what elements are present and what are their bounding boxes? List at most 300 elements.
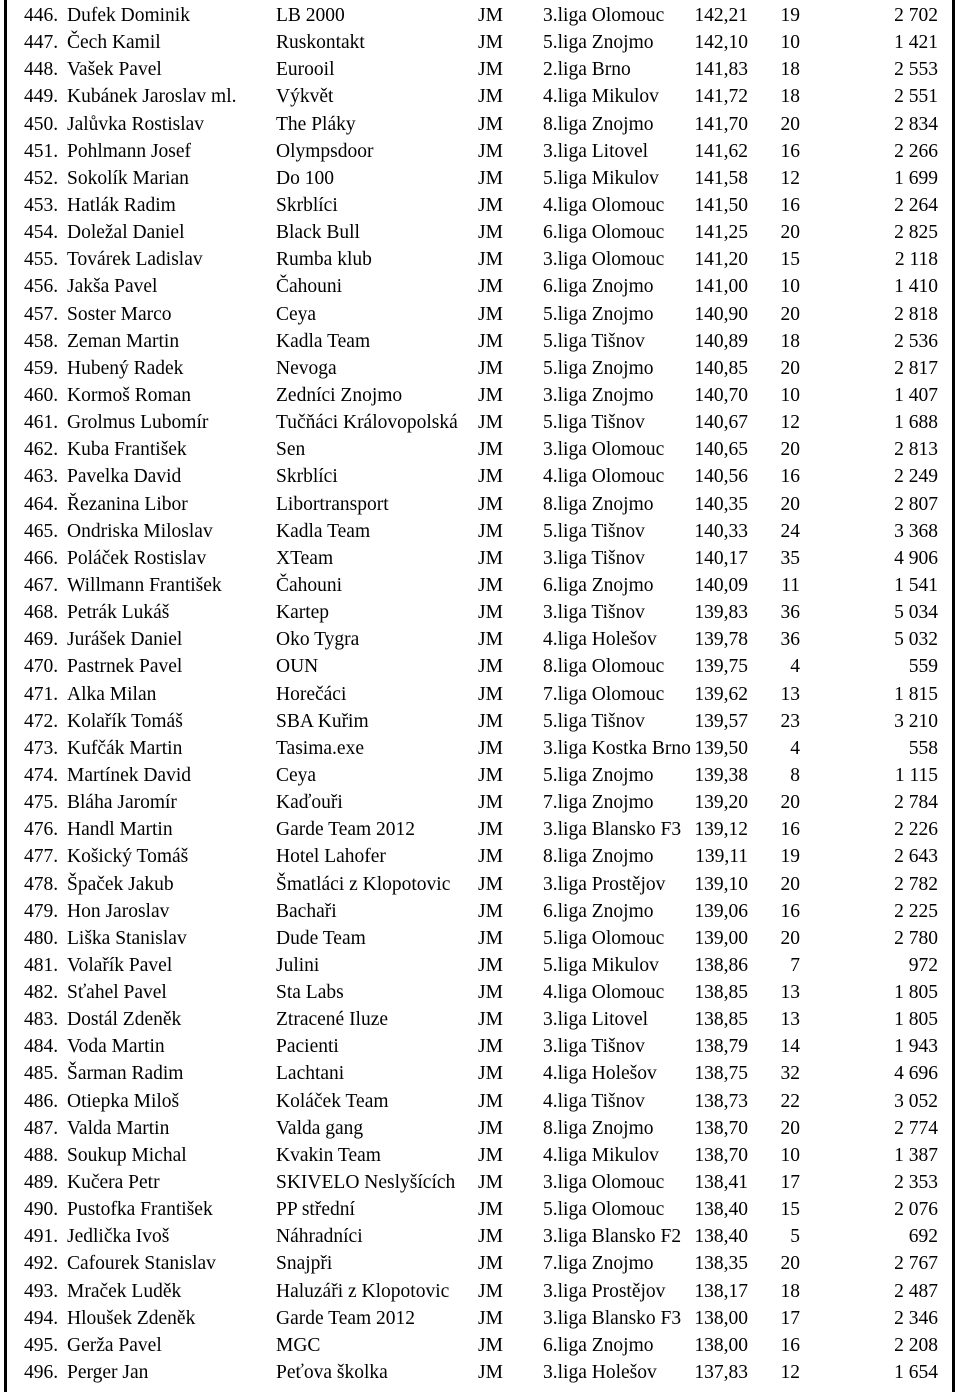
table-row	[0, 1142, 960, 1169]
games-count-cell: 19	[780, 5, 800, 26]
total-points-cell: 1 654	[894, 1362, 938, 1384]
table-row	[0, 409, 960, 436]
rank-cell: 479.	[24, 900, 59, 922]
average-score-cell: 139,06	[694, 900, 748, 922]
average-score-cell: 138,17	[694, 1280, 748, 1302]
average-score-cell: 138,00	[694, 1334, 748, 1356]
team-name-cell: Black Bull	[276, 222, 360, 244]
player-name-cell: Hloušek Zdeněk	[67, 1307, 196, 1329]
average-score-cell: 138,79	[694, 1036, 748, 1058]
total-points-cell: 2 813	[894, 439, 938, 461]
games-count-cell: 22	[780, 1090, 800, 1112]
table-row	[0, 219, 960, 246]
region-cell: JM	[478, 5, 503, 26]
table-row	[0, 762, 960, 789]
total-points-cell: 4 696	[894, 1063, 938, 1085]
games-count-cell: 36	[780, 629, 800, 651]
average-score-cell: 140,89	[694, 330, 748, 352]
rank-cell: 462.	[24, 439, 59, 461]
league-cell: 5.liga Mikulov	[543, 167, 659, 189]
table-row	[0, 1278, 960, 1305]
league-cell: 6.liga Znojmo	[543, 574, 654, 596]
games-count-cell: 10	[780, 276, 800, 298]
games-count-cell: 18	[780, 59, 800, 81]
region-cell: JM	[478, 846, 503, 868]
league-cell: 3.liga Znojmo	[543, 384, 654, 406]
games-count-cell: 20	[780, 927, 800, 949]
region-cell: JM	[478, 819, 503, 841]
team-name-cell: Tučňáci Královopolská	[276, 412, 458, 434]
rank-cell: 485.	[24, 1063, 59, 1085]
games-count-cell: 20	[780, 873, 800, 895]
region-cell: JM	[478, 1036, 503, 1058]
table-row	[0, 1006, 960, 1033]
team-name-cell: Lachtani	[276, 1063, 345, 1085]
region-cell: JM	[478, 194, 503, 216]
rank-cell: 482.	[24, 982, 59, 1004]
table-row	[0, 111, 960, 138]
league-cell: 5.liga Olomouc	[543, 1199, 665, 1221]
region-cell: JM	[478, 764, 503, 786]
average-score-cell: 141,58	[694, 167, 748, 189]
region-cell: JM	[478, 330, 503, 352]
region-cell: JM	[478, 927, 503, 949]
team-name-cell: Do 100	[276, 167, 334, 189]
table-row	[0, 1115, 960, 1142]
average-score-cell: 138,75	[694, 1063, 748, 1085]
rank-cell: 487.	[24, 1117, 59, 1139]
games-count-cell: 32	[780, 1063, 800, 1085]
region-cell: JM	[478, 113, 503, 135]
team-name-cell: Skrblíci	[276, 194, 338, 216]
league-cell: 5.liga Mikulov	[543, 954, 659, 976]
team-name-cell: Šmatláci z Klopotovic	[276, 873, 451, 895]
league-cell: 5.liga Znojmo	[543, 32, 654, 54]
team-name-cell: Ztracené Iluze	[276, 1009, 389, 1031]
table-row	[0, 1088, 960, 1115]
table-row	[0, 138, 960, 165]
table-row	[0, 56, 960, 83]
table-row	[0, 1250, 960, 1277]
region-cell: JM	[478, 493, 503, 515]
rank-cell: 496.	[24, 1362, 59, 1384]
region-cell: JM	[478, 900, 503, 922]
team-name-cell: Haluzáři z Klopotovic	[276, 1280, 450, 1302]
team-name-cell: Skrblíci	[276, 466, 338, 488]
total-points-cell: 2 643	[894, 846, 938, 868]
team-name-cell: Kartep	[276, 602, 330, 624]
region-cell: JM	[478, 86, 503, 108]
table-row	[0, 1305, 960, 1332]
player-name-cell: Sťahel Pavel	[67, 982, 167, 1004]
player-name-cell: Dufek Dominik	[67, 5, 190, 26]
games-count-cell: 20	[780, 493, 800, 515]
average-score-cell: 139,20	[694, 792, 748, 814]
rank-cell: 460.	[24, 384, 59, 406]
games-count-cell: 18	[780, 1280, 800, 1302]
league-cell: 4.liga Mikulov	[543, 86, 659, 108]
team-name-cell: PP střední	[276, 1199, 355, 1221]
games-count-cell: 4	[790, 656, 800, 678]
table-row	[0, 1169, 960, 1196]
rank-cell: 459.	[24, 357, 59, 379]
rank-cell: 464.	[24, 493, 59, 515]
league-cell: 4.liga Holešov	[543, 1063, 657, 1085]
player-name-cell: Bláha Jaromír	[67, 792, 177, 814]
rank-cell: 461.	[24, 412, 59, 434]
region-cell: JM	[478, 384, 503, 406]
region-cell: JM	[478, 412, 503, 434]
team-name-cell: Bachaři	[276, 900, 337, 922]
average-score-cell: 140,67	[694, 412, 748, 434]
region-cell: JM	[478, 1009, 503, 1031]
team-name-cell: Valda gang	[276, 1117, 364, 1139]
table-row	[0, 789, 960, 816]
region-cell: JM	[478, 1253, 503, 1275]
league-cell: 3.liga Litovel	[543, 1009, 649, 1031]
league-cell: 3.liga Olomouc	[543, 1172, 665, 1194]
total-points-cell: 972	[908, 954, 938, 976]
league-cell: 3.liga Tišnov	[543, 1036, 645, 1058]
region-cell: JM	[478, 792, 503, 814]
region-cell: JM	[478, 1362, 503, 1384]
total-points-cell: 1 699	[894, 167, 938, 189]
region-cell: JM	[478, 520, 503, 542]
team-name-cell: Ruskontakt	[276, 32, 365, 54]
table-row	[0, 518, 960, 545]
rank-cell: 463.	[24, 466, 59, 488]
team-name-cell: Ceya	[276, 764, 317, 786]
total-points-cell: 2 225	[894, 900, 938, 922]
player-name-cell: Hubený Radek	[67, 357, 184, 379]
games-count-cell: 16	[780, 140, 800, 162]
player-name-cell: Willmann František	[67, 574, 222, 596]
league-cell: 4.liga Olomouc	[543, 982, 665, 1004]
rank-cell: 492.	[24, 1253, 59, 1275]
team-name-cell: Hotel Lahofer	[276, 846, 386, 868]
player-name-cell: Kubánek Jaroslav ml.	[67, 86, 237, 108]
average-score-cell: 140,70	[694, 384, 748, 406]
team-name-cell: SBA Kuřim	[276, 710, 369, 732]
player-name-cell: Voda Martin	[67, 1036, 165, 1058]
total-points-cell: 2 702	[894, 5, 938, 26]
average-score-cell: 138,73	[694, 1090, 748, 1112]
games-count-cell: 16	[780, 1334, 800, 1356]
rank-cell: 472.	[24, 710, 59, 732]
games-count-cell: 4	[790, 737, 800, 759]
average-score-cell: 141,20	[694, 249, 748, 271]
team-name-cell: The Pláky	[276, 113, 356, 135]
average-score-cell: 141,50	[694, 194, 748, 216]
player-name-cell: Sokolík Marian	[67, 167, 189, 189]
league-cell: 3.liga Prostějov	[543, 873, 666, 895]
league-cell: 5.liga Znojmo	[543, 303, 654, 325]
rank-cell: 478.	[24, 873, 59, 895]
table-row	[0, 1196, 960, 1223]
league-cell: 5.liga Znojmo	[543, 357, 654, 379]
player-name-cell: Pastrnek Pavel	[67, 656, 183, 678]
team-name-cell: Julini	[276, 954, 320, 976]
team-name-cell: Olympsdoor	[276, 140, 374, 162]
games-count-cell: 18	[780, 86, 800, 108]
player-name-cell: Perger Jan	[67, 1362, 149, 1384]
average-score-cell: 141,72	[694, 86, 748, 108]
region-cell: JM	[478, 1117, 503, 1139]
player-name-cell: Kuba František	[67, 439, 187, 461]
table-row	[0, 463, 960, 490]
table-row	[0, 246, 960, 273]
rank-cell: 486.	[24, 1090, 59, 1112]
player-name-cell: Martínek David	[67, 764, 192, 786]
total-points-cell: 2 767	[894, 1253, 938, 1275]
league-cell: 6.liga Znojmo	[543, 1334, 654, 1356]
region-cell: JM	[478, 547, 503, 569]
games-count-cell: 20	[780, 357, 800, 379]
table-row	[0, 382, 960, 409]
rank-cell: 453.	[24, 194, 59, 216]
average-score-cell: 138,86	[694, 954, 748, 976]
region-cell: JM	[478, 303, 503, 325]
average-score-cell: 140,90	[694, 303, 748, 325]
total-points-cell: 1 387	[894, 1144, 938, 1166]
league-cell: 4.liga Olomouc	[543, 194, 665, 216]
player-name-cell: Zeman Martin	[67, 330, 180, 352]
average-score-cell: 138,85	[694, 982, 748, 1004]
total-points-cell: 2 226	[894, 819, 938, 841]
player-name-cell: Kormoš Roman	[67, 384, 192, 406]
rank-cell: 480.	[24, 927, 59, 949]
total-points-cell: 2 264	[894, 194, 938, 216]
table-row	[0, 1033, 960, 1060]
rank-cell: 471.	[24, 683, 59, 705]
rank-cell: 488.	[24, 1144, 59, 1166]
rank-cell: 493.	[24, 1280, 59, 1302]
league-cell: 3.liga Kostka Brno	[543, 737, 691, 759]
region-cell: JM	[478, 683, 503, 705]
average-score-cell: 138,40	[694, 1226, 748, 1248]
average-score-cell: 138,70	[694, 1117, 748, 1139]
rank-cell: 484.	[24, 1036, 59, 1058]
league-cell: 7.liga Olomouc	[543, 683, 665, 705]
team-name-cell: Horečáci	[276, 683, 347, 705]
team-name-cell: Sta Labs	[276, 982, 344, 1004]
region-cell: JM	[478, 59, 503, 81]
league-cell: 3.liga Olomouc	[543, 439, 665, 461]
region-cell: JM	[478, 1063, 503, 1085]
table-row	[0, 653, 960, 680]
region-cell: JM	[478, 439, 503, 461]
team-name-cell: OUN	[276, 656, 319, 678]
rank-cell: 449.	[24, 86, 59, 108]
player-name-cell: Řezanina Libor	[67, 493, 188, 515]
table-row	[0, 491, 960, 518]
table-row	[0, 681, 960, 708]
games-count-cell: 20	[780, 439, 800, 461]
team-name-cell: Náhradníci	[276, 1226, 363, 1248]
total-points-cell: 3 210	[894, 710, 938, 732]
games-count-cell: 15	[780, 1199, 800, 1221]
total-points-cell: 2 208	[894, 1334, 938, 1356]
team-name-cell: Rumba klub	[276, 249, 372, 271]
league-cell: 2.liga Brno	[543, 59, 631, 81]
player-name-cell: Alka Milan	[67, 683, 157, 705]
games-count-cell: 12	[780, 167, 800, 189]
games-count-cell: 17	[780, 1172, 800, 1194]
games-count-cell: 5	[790, 1226, 800, 1248]
player-name-cell: Jalůvka Rostislav	[67, 113, 205, 135]
games-count-cell: 13	[780, 982, 800, 1004]
region-cell: JM	[478, 602, 503, 624]
rank-cell: 457.	[24, 303, 59, 325]
total-points-cell: 2 076	[894, 1199, 938, 1221]
league-cell: 5.liga Olomouc	[543, 927, 665, 949]
league-cell: 5.liga Tišnov	[543, 710, 645, 732]
total-points-cell: 2 817	[894, 357, 938, 379]
table-row	[0, 1332, 960, 1359]
table-row	[0, 273, 960, 300]
table-row	[0, 843, 960, 870]
average-score-cell: 139,57	[694, 710, 748, 732]
league-cell: 4.liga Tišnov	[543, 1090, 645, 1112]
total-points-cell: 2 834	[894, 113, 938, 135]
table-row	[0, 301, 960, 328]
team-name-cell: Ceya	[276, 303, 317, 325]
table-row	[0, 2, 960, 29]
team-name-cell: Garde Team 2012	[276, 1307, 416, 1329]
rank-cell: 470.	[24, 656, 59, 678]
team-name-cell: LB 2000	[276, 5, 345, 26]
games-count-cell: 7	[790, 954, 800, 976]
total-points-cell: 2 536	[894, 330, 938, 352]
table-row	[0, 816, 960, 843]
average-score-cell: 141,00	[694, 276, 748, 298]
team-name-cell: Zedníci Znojmo	[276, 384, 403, 406]
total-points-cell: 1 688	[894, 412, 938, 434]
player-name-cell: Volařík Pavel	[67, 954, 173, 976]
region-cell: JM	[478, 1090, 503, 1112]
league-cell: 3.liga Olomouc	[543, 249, 665, 271]
region-cell: JM	[478, 1280, 503, 1302]
games-count-cell: 18	[780, 330, 800, 352]
table-row	[0, 165, 960, 192]
region-cell: JM	[478, 737, 503, 759]
region-cell: JM	[478, 222, 503, 244]
rank-cell: 483.	[24, 1009, 59, 1031]
games-count-cell: 15	[780, 249, 800, 271]
team-name-cell: Libortransport	[276, 493, 389, 515]
region-cell: JM	[478, 357, 503, 379]
total-points-cell: 2 346	[894, 1307, 938, 1329]
total-points-cell: 2 774	[894, 1117, 938, 1139]
games-count-cell: 24	[780, 520, 800, 542]
league-cell: 8.liga Znojmo	[543, 493, 654, 515]
player-name-cell: Valda Martin	[67, 1117, 170, 1139]
average-score-cell: 140,17	[694, 547, 748, 569]
table-row	[0, 979, 960, 1006]
league-cell: 3.liga Tišnov	[543, 602, 645, 624]
rank-cell: 455.	[24, 249, 59, 271]
rank-cell: 446.	[24, 5, 59, 26]
total-points-cell: 1 421	[894, 32, 938, 54]
player-name-cell: Jurášek Daniel	[67, 629, 183, 651]
total-points-cell: 4 906	[894, 547, 938, 569]
table-row	[0, 83, 960, 110]
region-cell: JM	[478, 1199, 503, 1221]
total-points-cell: 692	[908, 1226, 938, 1248]
total-points-cell: 2 249	[894, 466, 938, 488]
total-points-cell: 2 780	[894, 927, 938, 949]
games-count-cell: 20	[780, 1253, 800, 1275]
table-row	[0, 328, 960, 355]
table-row	[0, 545, 960, 572]
average-score-cell: 139,75	[694, 656, 748, 678]
player-name-cell: Kučera Petr	[67, 1172, 160, 1194]
league-cell: 7.liga Znojmo	[543, 1253, 654, 1275]
player-name-cell: Pavelka David	[67, 466, 182, 488]
average-score-cell: 138,35	[694, 1253, 748, 1275]
games-count-cell: 10	[780, 32, 800, 54]
rank-cell: 468.	[24, 602, 59, 624]
region-cell: JM	[478, 656, 503, 678]
region-cell: JM	[478, 167, 503, 189]
league-cell: 8.liga Olomouc	[543, 656, 665, 678]
average-score-cell: 139,62	[694, 683, 748, 705]
rank-cell: 475.	[24, 792, 59, 814]
region-cell: JM	[478, 629, 503, 651]
average-score-cell: 140,09	[694, 574, 748, 596]
games-count-cell: 17	[780, 1307, 800, 1329]
league-cell: 3.liga Blansko F2	[543, 1226, 682, 1248]
team-name-cell: Eurooil	[276, 59, 335, 81]
team-name-cell: Tasima.exe	[276, 737, 364, 759]
player-name-cell: Doležal Daniel	[67, 222, 185, 244]
team-name-cell: Čahouni	[276, 276, 343, 298]
games-count-cell: 13	[780, 1009, 800, 1031]
average-score-cell: 142,10	[694, 32, 748, 54]
rank-cell: 490.	[24, 1199, 59, 1221]
total-points-cell: 2 784	[894, 792, 938, 814]
league-cell: 4.liga Olomouc	[543, 466, 665, 488]
total-points-cell: 1 115	[894, 764, 938, 786]
player-name-cell: Jakša Pavel	[67, 276, 158, 298]
table-row	[0, 1223, 960, 1250]
team-name-cell: Kvakin Team	[276, 1144, 381, 1166]
team-name-cell: Pacienti	[276, 1036, 339, 1058]
average-score-cell: 139,11	[695, 846, 748, 868]
total-points-cell: 2 551	[894, 86, 938, 108]
total-points-cell: 1 805	[894, 982, 938, 1004]
games-count-cell: 8	[790, 764, 800, 786]
total-points-cell: 5 032	[894, 629, 938, 651]
player-name-cell: Jedlička Ivoš	[67, 1226, 170, 1248]
player-name-cell: Grolmus Lubomír	[67, 412, 209, 434]
table-row	[0, 871, 960, 898]
average-score-cell: 137,83	[694, 1362, 748, 1384]
team-name-cell: Peťova školka	[276, 1362, 388, 1384]
player-name-cell: Kufčák Martin	[67, 737, 183, 759]
average-score-cell: 139,78	[694, 629, 748, 651]
player-name-cell: Čech Kamil	[67, 32, 161, 54]
rank-cell: 448.	[24, 59, 59, 81]
player-name-cell: Ondriska Miloslav	[67, 520, 213, 542]
games-count-cell: 20	[780, 303, 800, 325]
total-points-cell: 2 118	[894, 249, 938, 271]
games-count-cell: 12	[780, 412, 800, 434]
rank-cell: 456.	[24, 276, 59, 298]
player-name-cell: Soster Marco	[67, 303, 172, 325]
total-points-cell: 2 353	[894, 1172, 938, 1194]
player-name-cell: Špaček Jakub	[67, 873, 174, 895]
